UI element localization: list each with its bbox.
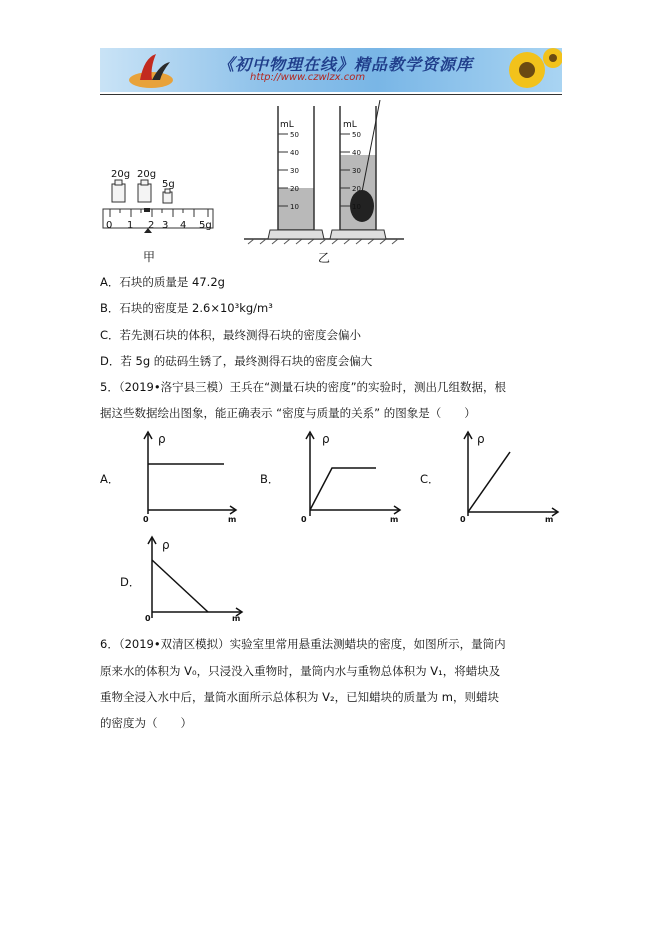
option-d: [100, 354, 372, 368]
banner-title: 《初中物理在线》精品教学资源库: [218, 55, 474, 74]
graph-c-label: C．: [420, 472, 440, 486]
option-b-text: 石块的密度是 2.6×10³kg/m³: [119, 301, 273, 315]
figure-yi-cylinders: [244, 100, 404, 245]
graph-a-xaxis: m: [228, 515, 237, 524]
cyl-tick-20: 20: [290, 185, 299, 193]
graph-c-xaxis: m: [545, 515, 554, 524]
graph-b-xaxis: m: [390, 515, 399, 524]
graph-a-yaxis: ρ: [158, 432, 166, 446]
weight-label-3: 5g: [162, 179, 175, 190]
cylinder-unit-right: mL: [343, 120, 357, 130]
graph-c-yaxis: ρ: [477, 432, 485, 446]
header-rule: [100, 94, 562, 95]
graph-b-label: B．: [260, 472, 280, 486]
cyl2-tick-30: 30: [352, 167, 361, 175]
option-c: [100, 328, 361, 342]
graph-c-origin: 0: [460, 515, 466, 524]
graph-a-origin: 0: [143, 515, 149, 524]
figure-label-jia: 甲: [143, 250, 156, 264]
graph-d-label: D．: [120, 575, 141, 589]
cyl-tick-10: 10: [290, 203, 299, 211]
cyl-tick-30: 30: [290, 167, 299, 175]
ruler-tick-1: 1: [127, 220, 134, 231]
option-d-letter: D．: [100, 354, 121, 368]
ruler-tick-2: 2: [148, 220, 155, 231]
q5-line-2: 据这些数据绘出图象，能正确表示 “密度与质量的关系” 的图象是（ ）: [100, 406, 476, 420]
ruler-tick-0: 0: [106, 220, 113, 231]
option-d-text: 若 5g 的砝码生锈了，最终测得石块的密度会偏大: [120, 354, 373, 368]
ruler-tick-3: 3: [162, 220, 169, 231]
option-c-text: 若先测石块的体积，最终测得石块的密度会偏小: [119, 328, 362, 342]
banner-url: http://www.czwlzx.com: [250, 72, 366, 83]
option-a-letter: A．: [100, 275, 120, 289]
q6-line-1: 6．（2019•双清区模拟）实验室里常用悬重法测蜡块的密度，如图所示，量筒内: [100, 637, 506, 651]
graph-d-origin: 0: [145, 614, 151, 623]
logo-icon: [126, 50, 176, 90]
weight-label-1: 20g: [111, 169, 131, 180]
q5-line-1: 5．（2019•洛宁县三模）王兵在“测量石块的密度”的实验时，测出几组数据，根: [100, 380, 507, 394]
cyl-tick-50: 50: [290, 131, 299, 139]
cyl2-tick-50: 50: [352, 131, 361, 139]
weight-label-2: 20g: [137, 169, 157, 180]
cylinder-unit-left: mL: [280, 120, 294, 130]
sunflower-icon: [465, 48, 562, 92]
graph-b-yaxis: ρ: [322, 432, 330, 446]
cyl2-tick-20: 20: [352, 185, 361, 193]
option-a-text: 石块的质量是 47.2g: [119, 275, 225, 289]
ruler-tick-5: 5g: [199, 220, 212, 231]
graph-c: [458, 428, 563, 524]
graph-b-origin: 0: [301, 515, 307, 524]
cyl2-tick-40: 40: [352, 149, 361, 157]
cyl-tick-40: 40: [290, 149, 299, 157]
option-a: [100, 275, 225, 289]
graph-a-label: A．: [100, 472, 120, 486]
header-banner: [100, 48, 562, 92]
graph-d-xaxis: m: [232, 614, 241, 623]
figure-label-yi: 乙: [318, 251, 331, 265]
q6-line-3: 重物全浸入水中后，量筒水面所示总体积为 V₂，已知蜡块的质量为 m，则蜡块: [100, 690, 499, 704]
graph-a: [140, 428, 238, 524]
graph-b: [300, 428, 405, 524]
option-c-letter: C．: [100, 328, 120, 342]
ruler-tick-4: 4: [180, 220, 187, 231]
option-b-letter: B．: [100, 301, 120, 315]
q6-line-4: 的密度为（ ）: [100, 716, 192, 730]
graph-d-yaxis: ρ: [162, 538, 170, 552]
cyl2-tick-10: 10: [352, 203, 361, 211]
q6-line-2: 原来水的体积为 V₀，只浸没入重物时，量筒内水与重物总体积为 V₁，将蜡块及: [100, 664, 501, 678]
option-b: [100, 301, 273, 315]
